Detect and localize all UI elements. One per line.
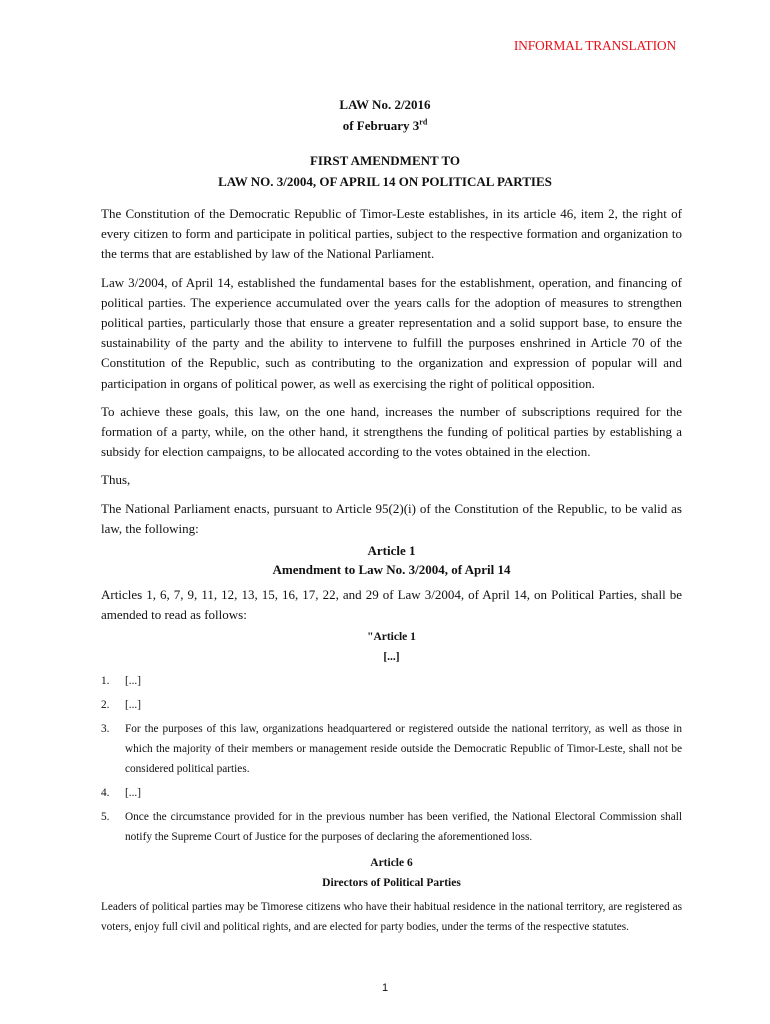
law-title: [0, 150, 770, 192]
list-item-text: [...]: [125, 699, 141, 712]
title-line-2: LAW NO. 3/2004, OF APRIL 14 ON POLITICAL PARTIES: [218, 174, 552, 189]
list-item-number: 1.: [101, 675, 110, 688]
list-item-text: For the purposes of this law, organizations headquartered or registered outside the national territory, as well as those in which the majority of their members or management reside outside the Democratic Republic of Timor-Leste, shall not be considered political parties.: [125, 723, 682, 776]
list-item: [101, 783, 682, 803]
preamble-paragraph-2: Law 3/2004, of April 14, established the fundamental bases for the establishment, operation, and financing of political parties. The experience accumulated over the years calls for the adoption of measures to strengthen political parties, particularly those that ensure a greater representation and a solid support base, to ensure the sustainability of the party and the ability to intervene to fulfill the purposes enshrined in Article 70 of the Constitution of the Republic, such as contributing to the organization and expression of popular will and participation in organs of political power, as well as exercising the right of political opposition.: [101, 274, 682, 391]
article-1-subheading: Amendment to Law No. 3/2004, of April 14: [272, 562, 511, 578]
document-body: [101, 204, 682, 937]
list-item-number: 5.: [101, 811, 110, 824]
quoted-article-1-heading: "Article 1: [367, 631, 416, 644]
law-date-text: of February 3: [342, 118, 420, 133]
law-header: [0, 94, 770, 136]
list-item: [101, 695, 682, 715]
article-1-text: Articles 1, 6, 7, 9, 11, 12, 13, 15, 16, 17, 22, and 29 of Law 3/2004, of April 14, on Political Parties, shall be amended to read as follows:: [101, 587, 682, 623]
list-item-number: 2.: [101, 699, 110, 712]
list-item: [101, 807, 682, 847]
article-1-heading: Article 1: [367, 543, 416, 559]
quoted-article-1-subheading: [...]: [383, 651, 400, 664]
title-line-1: FIRST AMENDMENT TO: [309, 153, 461, 168]
list-item-text: [...]: [125, 787, 141, 800]
preamble-paragraph-1: The Constitution of the Democratic Republic of Timor-Leste establishes, in its article 46, item 2, the right of every citizen to form and participate in political parties, subject to the respective formation and organization to the terms that are established by law of the National Parliament.: [101, 206, 682, 262]
list-item: [101, 671, 682, 691]
list-item-number: 3.: [101, 723, 110, 736]
law-date-suffix: rd: [419, 117, 428, 127]
law-number: LAW No. 2/2016: [339, 97, 431, 112]
article-6-text: Leaders of political parties may be Timorese citizens who have their habitual residence in the national territory, are registered as voters, enjoy full civil and political rights, and are elected for party bodies, under the terms of the respective statutes.: [101, 901, 682, 934]
preamble-paragraph-3: To achieve these goals, this law, on the one hand, increases the number of subscriptions required for the formation of a party, while, on the other hand, it strengthens the funding of political parties by establishing a subsidy for election campaigns, to be allocated according to the votes obtained in the election.: [101, 403, 682, 460]
article-6-subheading: Directors of Political Parties: [322, 877, 461, 890]
page-number: 1: [381, 982, 389, 994]
list-item-text: Once the circumstance provided for in the previous number has been verified, the National Electoral Commission shall notify the Supreme Court of Justice for the purposes of declaring the aforementioned loss.: [125, 811, 682, 844]
law-date: [0, 115, 770, 136]
preamble-paragraph-4: Thus,: [101, 472, 131, 488]
list-item: [101, 719, 682, 779]
informal-translation-stamp: INFORMAL TRANSLATION: [513, 38, 676, 53]
quoted-article-1-items: [101, 671, 682, 847]
enactment-paragraph: The National Parliament enacts, pursuant to Article 95(2)(i) of the Constitution of the Republic, to be valid as law, the following:: [101, 500, 682, 536]
article-6-heading: Article 6: [370, 857, 413, 870]
list-item-text: [...]: [125, 675, 141, 688]
list-item-number: 4.: [101, 787, 110, 800]
